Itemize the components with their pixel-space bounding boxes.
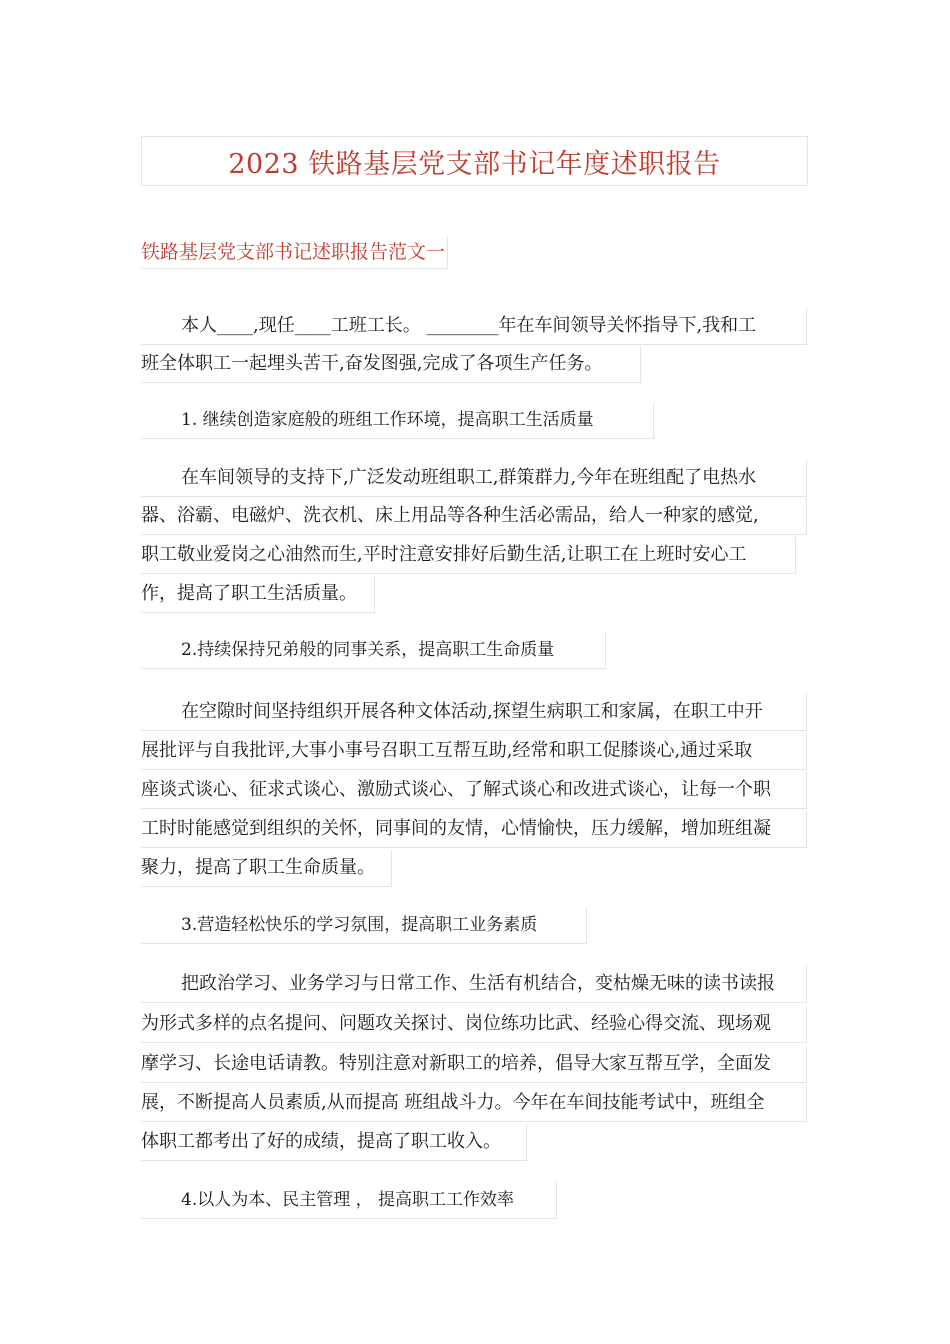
paragraph-line: 器、浴霸、电磁炉、洗衣机、床上用品等各种生活必需品，给人一种家的感觉, <box>141 498 807 535</box>
intro-line: 本人____,现任____工班工长。 ________年在车间领导关怀指导下,我和工 <box>141 308 807 345</box>
section-heading: 3.营造轻松快乐的学习氛围，提高职工业务素质 <box>141 907 587 944</box>
paragraph-line: 作，提高了职工生活质量。 <box>141 576 375 613</box>
paragraph-line: 聚力，提高了职工生命质量。 <box>141 850 392 887</box>
paragraph-line: 工时时能感觉到组织的关怀，同事间的友情，心情愉快，压力缓解，增加班组凝 <box>141 811 807 848</box>
paragraph-line: 展批评与自我批评,大事小事号召职工互帮互助,经常和职工促膝谈心,通过采取 <box>141 733 807 770</box>
intro-line: 班全体职工一起埋头苦干,奋发图强,完成了各项生产任务。 <box>141 346 641 383</box>
paragraph-line: 把政治学习、业务学习与日常工作、生活有机结合，变枯燥无味的读书读报 <box>141 966 807 1003</box>
paragraph-line: 职工敬业爱岗之心油然而生,平时注意安排好后勤生活,让职工在上班时安心工 <box>141 537 796 574</box>
paragraph-line: 在空隙时间坚持组织开展各种文体活动,探望生病职工和家属，在职工中开 <box>141 694 807 731</box>
document-subtitle: 铁路基层党支部书记述职报告范文一 <box>141 236 448 269</box>
paragraph-line: 在车间领导的支持下,广泛发动班组职工,群策群力,今年在班组配了电热水 <box>141 460 807 497</box>
paragraph-line: 座谈式谈心、征求式谈心、激励式谈心、了解式谈心和改进式谈心，让每一个职 <box>141 772 807 809</box>
paragraph-line: 为形式多样的点名提问、问题攻关探讨、岗位练功比武、经验心得交流、现场观 <box>141 1006 807 1043</box>
paragraph-line: 摩学习、长途电话请教。特别注意对新职工的培养，倡导大家互帮互学，全面发 <box>141 1046 807 1083</box>
section-heading: 2.持续保持兄弟般的同事关系，提高职工生命质量 <box>141 632 606 669</box>
section-heading: 4.以人为本、民主管理 ， 提高职工工作效率 <box>141 1182 557 1219</box>
title-box <box>141 136 808 186</box>
section-heading: 1. 继续创造家庭般的班组工作环境，提高职工生活质量 <box>141 402 654 439</box>
paragraph-line: 体职工都考出了好的成绩，提高了职工收入。 <box>141 1124 527 1161</box>
document-title: 2023 铁路基层党支部书记年度述职报告 <box>228 148 721 180</box>
paragraph-line: 展，不断提高人员素质,从而提高 班组战斗力。今年在车间技能考试中，班组全 <box>141 1085 807 1122</box>
